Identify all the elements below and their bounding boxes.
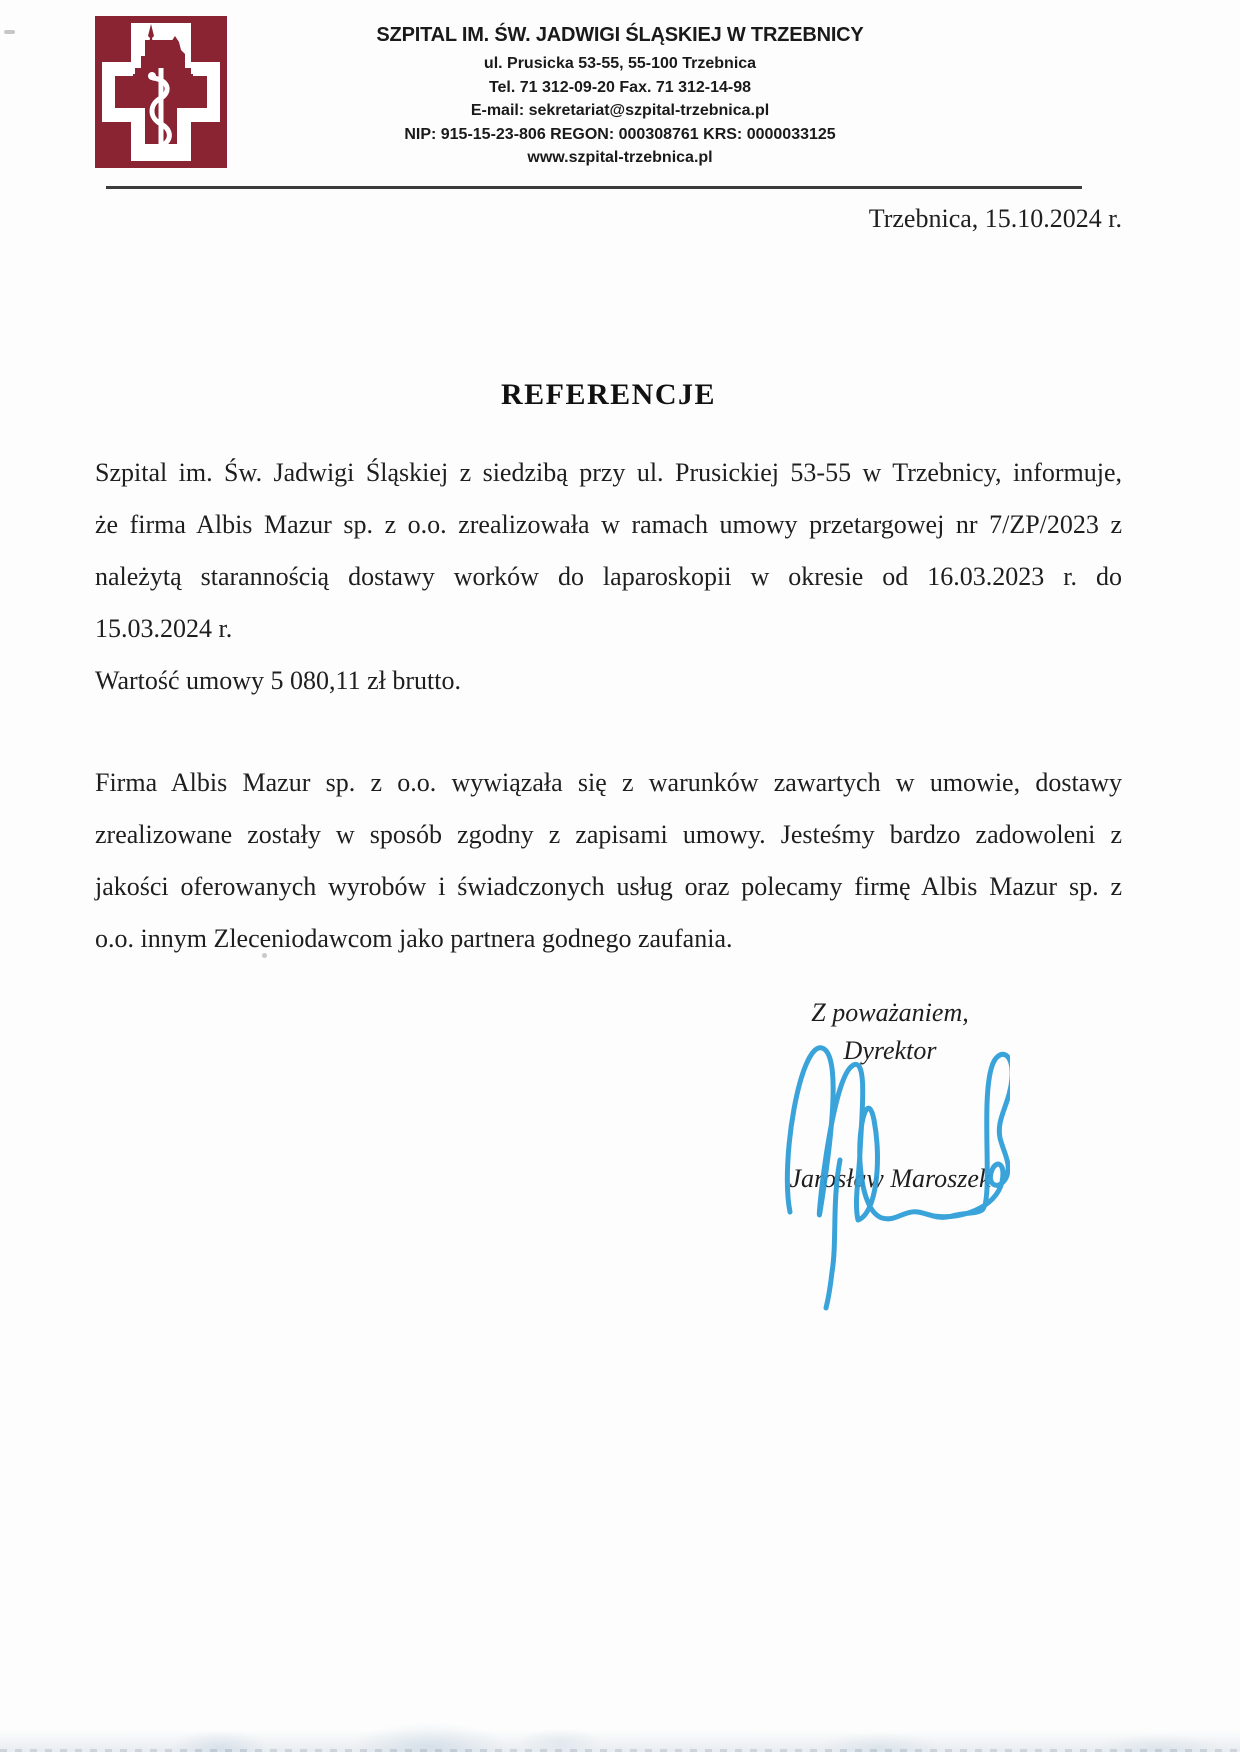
scan-artifact-dash [4,30,15,34]
scan-artifact-bottom-band [0,1702,1240,1752]
paragraph-line: 15.03.2024 r. [95,614,233,643]
signer-role: Dyrektor [843,1036,937,1065]
hospital-phone-fax: Tel. 71 312-09-20 Fax. 71 312-14-98 [488,78,752,96]
paragraph-line: że firma Albis Mazur sp. z o.o. zrealizowała w ramach umowy przetargowej nr 7/ZP/2023 z [95,510,1122,539]
paragraph-contract-details [95,447,1122,707]
hospital-cross-logo-icon [95,16,227,168]
closing-phrase: Z poważaniem, [811,998,969,1027]
hospital-email: E-mail: sekretariat@szpital-trzebnica.pl [470,102,770,119]
paragraph-line: Firma Albis Mazur sp. z o.o. wywiązała się z warunków zawartych w umowie, dostawy [95,768,1122,797]
hospital-website: www.szpital-trzebnica.pl [527,149,713,166]
handwritten-signature-ink [770,1042,1010,1312]
place-and-date: Trzebnica, 15.10.2024 r. [868,204,1122,233]
contract-value-line: Wartość umowy 5 080,11 zł brutto. [95,666,461,695]
hospital-registry-numbers: NIP: 915-15-23-806 REGON: 000308761 KRS: 0000033125 [404,125,836,143]
paragraph-line: o.o. innym Zleceniodawcom jako partnera godnego zaufania. [95,924,733,953]
paragraph-line: zrealizowane zostały w sposób zgodny z zapisami umowy. Jesteśmy bardzo zadowoleni z [95,820,1122,849]
signer-name: Jarosław Maroszek [789,1164,991,1193]
paragraph-recommendation [95,757,1122,965]
hospital-name: SZPITAL IM. ŚW. JADWIGI ŚLĄSKIEJ W TRZEBNICY [376,24,864,46]
header-divider [106,186,1082,189]
paragraph-line: jakości oferowanych wyrobów i świadczonych usług oraz polecamy firmę Albis Mazur sp. z [95,872,1122,901]
paragraph-line: należytą starannością dostawy worków do laparoskopii w okresie od 16.03.2023 r. do [95,562,1122,591]
paragraph-line: Szpital im. Św. Jadwigi Śląskiej z siedzibą przy ul. Prusickiej 53-55 w Trzebnicy, informuje, [95,458,1122,487]
letterhead [320,22,920,170]
scan-artifact-dot [262,953,267,958]
hospital-address: ul. Prusicka 53-55, 55-100 Trzebnica [483,55,757,72]
document-title: REFERENCJE [500,378,717,411]
